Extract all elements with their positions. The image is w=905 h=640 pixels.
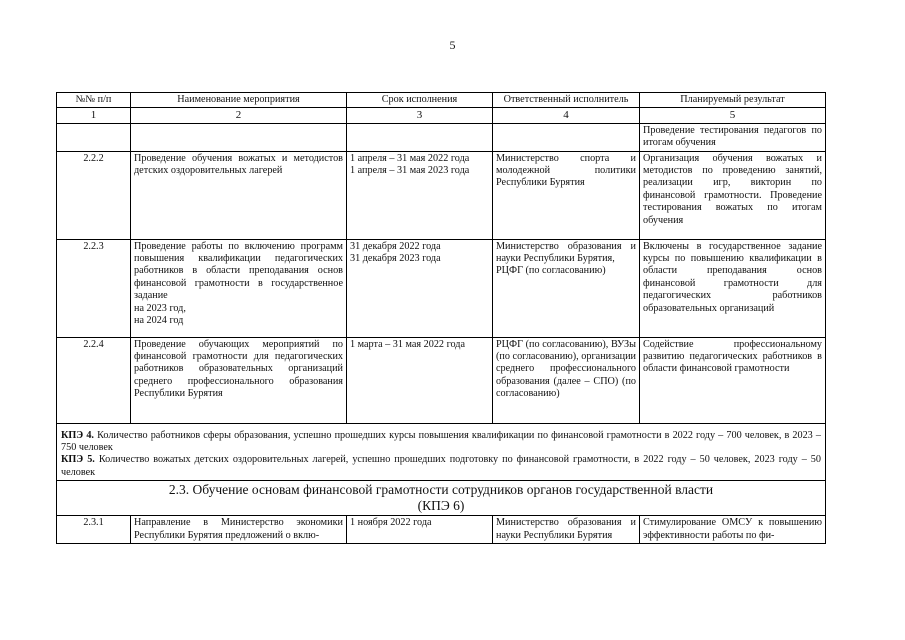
column-number: 2 [131,108,347,123]
deadline-line: 31 декабря 2022 года [350,240,441,252]
deadline-line: 1 апреля – 31 мая 2022 года [350,152,470,164]
planned-result: Стимулирование ОМСУ к повышению эффективности работы по фи- [640,516,826,544]
responsible: РЦФГ (по согласованию), ВУЗы (по согласованию), организации среднего профессионального образования (далее – СПО) (по согласованию) [493,337,640,423]
kpe-block [57,423,826,481]
column-number-row [57,108,826,123]
event-name-text: Проведение работы по включению программ повышения квалификации педагогических работников в области преподавания основ финансовой грамотности в государственное задание [134,240,343,302]
header-number: №№ п/п [57,93,131,108]
responsible: Министерство образования и науки Республики Бурятия [493,516,640,544]
table-row [57,337,826,423]
responsible: Министерство спорта и молодежной политики Республики Бурятия [493,151,640,239]
kpe-label: КПЭ 4. [61,429,94,441]
kpe-text: Количество работников сферы образования, успешно прошедших курсы повышения квалификации по финансовой грамотности в 2022 году – 700 человек, в 2023 – 750 человек [61,429,821,454]
carryover-result: Проведение тестирования педагогов по итогам обучения [640,123,826,151]
deadline-line: 1 апреля – 31 мая 2023 года [350,165,470,177]
deadline [347,151,493,239]
table-row [57,516,826,544]
column-number: 5 [640,108,826,123]
table-header-row [57,93,826,108]
column-number: 4 [493,108,640,123]
row-number: 2.3.1 [57,516,131,544]
event-name [131,239,347,337]
carryover-row [57,123,826,151]
responsible [493,239,640,337]
event-name: Направление в Министерство экономики Республики Бурятия предложений о вклю- [131,516,347,544]
deadline [347,239,493,337]
row-number: 2.2.3 [57,239,131,337]
planned-result: Включены в государственное задание курсы по повышению квалификации в области преподавания основ финансовой грамотности для педагогических работников образовательных организаций [640,239,826,337]
section-heading [57,481,826,516]
kpe-text: Количество вожатых детских оздоровительных лагерей, успешно прошедших подготовку по финансовой грамотности, в 2022 году – 50 человек, 2023 году – 50 человек [61,454,821,478]
section-heading-row [57,481,826,516]
header-result: Планируемый результат [640,93,826,108]
column-number: 1 [57,108,131,123]
header-event-name: Наименование мероприятия [131,93,347,108]
planned-result: Содействие профессиональному развитию педагогических работников в области финансовой грамотности [640,337,826,423]
responsible-line: Министерство образования и науки Республики Бурятия, [496,240,636,265]
table-row [57,151,826,239]
row-number: 2.2.4 [57,337,131,423]
table-row [57,239,826,337]
action-plan-table [56,92,826,544]
event-name: Проведение обучающих мероприятий по финансовой грамотности для педагогических работников образовательных организаций среднего профессионального образования Республики Бурятия [131,337,347,423]
kpe-label: КПЭ 5. [61,454,95,466]
deadline-line: 1 марта – 31 мая 2022 года [350,338,466,350]
section-title: 2.3. Обучение основам финансовой грамотности сотрудников органов государственной власти [168,482,714,498]
deadline-line: 31 декабря 2023 года [350,253,441,265]
section-kpe-ref: (КПЭ 6) [417,497,465,513]
column-number: 3 [347,108,493,123]
deadline [347,337,493,423]
header-responsible: Ответственный исполнитель [493,93,640,108]
event-name-year: на 2023 год, [134,302,186,314]
planned-result: Организация обучения вожатых и методистов по проведению занятий, реализации игр, викторин по финансовой грамотности. Проведение тестирования вожатых по итогам обучения [640,151,826,239]
page-number: 5 [449,38,456,52]
deadline: 1 ноября 2022 года [347,516,493,544]
row-number: 2.2.2 [57,151,131,239]
responsible-line: РЦФГ (по согласованию) [496,265,606,277]
kpe-item [61,430,821,455]
header-deadline: Срок исполнения [347,93,493,108]
kpe-row [57,423,826,481]
event-name-year: на 2024 год [134,315,184,327]
event-name: Проведение обучения вожатых и методистов детских оздоровительных лагерей [131,151,347,239]
kpe-item [61,454,821,479]
